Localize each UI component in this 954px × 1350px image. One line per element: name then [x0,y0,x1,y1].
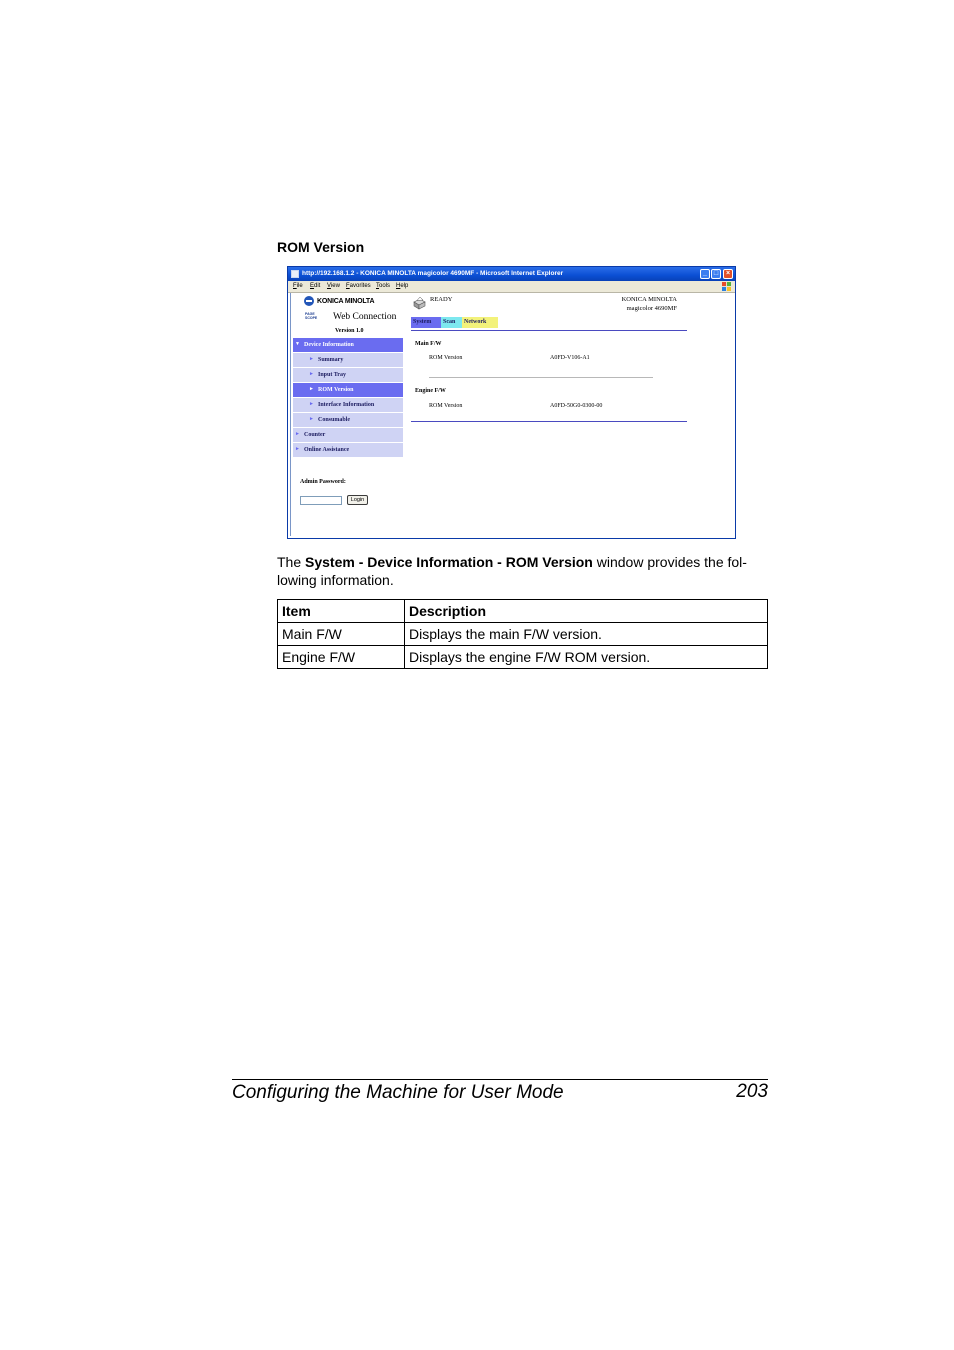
triangle-right-icon: ► [309,417,314,422]
main-fw-section-title: Main F/W [415,341,442,347]
content-bottom-divider [411,421,687,422]
sidebar-item-label: Input Tray [318,372,346,378]
table-cell: Main F/W [278,623,405,646]
tab-scan[interactable]: Scan [441,317,463,328]
main-fw-row-label: ROM Version [429,355,463,361]
footer-title: Configuring the Machine for User Mode [232,1082,564,1103]
sidebar-item-summary[interactable] [293,353,403,367]
windows-flag-icon [722,282,731,291]
tabs-divider [411,330,687,331]
intro-bold-path: System - Device Information - ROM Version [305,554,593,570]
admin-password-label: Admin Password: [300,479,346,485]
menu-help[interactable]: Help [396,283,409,289]
intro-paragraph [277,553,768,589]
menu-edit[interactable]: Edit [310,283,321,289]
engine-fw-section-title: Engine F/W [415,388,446,394]
table-cell: Displays the engine F/W ROM version. [405,646,768,669]
intro-suffix: window provides the fol-lowing information. [277,554,747,588]
menu-favorites[interactable]: Favorites [346,283,371,289]
sidebar-item-online-assistance[interactable] [293,443,403,457]
triangle-right-icon: ► [309,357,314,362]
maximize-button[interactable]: □ [711,269,721,279]
engine-fw-row-label: ROM Version [429,403,463,409]
triangle-right-icon: ► [309,372,314,377]
table-header-item: Item [278,600,405,623]
menu-file[interactable]: File [293,283,303,289]
menu-bar [288,281,735,293]
browser-window [287,266,736,539]
close-button[interactable]: × [723,269,733,279]
menu-view[interactable]: View [327,283,340,289]
section-heading: ROM Version [277,239,365,255]
page-number: 203 [736,1081,768,1102]
sidebar-item-rom-version[interactable] [293,383,403,397]
brand-name: KONICA MINOLTA [621,296,677,303]
printer-status-icon [412,296,426,310]
sidebar-item-device-information[interactable] [293,338,403,352]
login-button[interactable]: Login [347,495,368,505]
sidebar-item-interface-information[interactable] [293,398,403,412]
sidebar-item-counter[interactable] [293,428,403,442]
tab-network[interactable]: Network [462,317,498,328]
model-name: magicolor 4690MF [626,305,677,312]
triangle-right-icon: ► [309,402,314,407]
window-title: http://192.168.1.2 - KONICA MINOLTA magicolor 4690MF - Microsoft Internet Explorer [302,270,564,277]
konica-minolta-logo-icon [304,296,314,306]
product-name: Web Connection [333,312,397,322]
sidebar-item-label: Consumable [318,417,351,423]
version-label: Version 1.0 [335,328,364,334]
ie-page-icon [291,270,299,278]
sidebar-item-label: Interface Information [318,402,375,408]
minimize-button[interactable]: _ [700,269,710,279]
triangle-right-icon: ► [295,447,300,452]
page-viewport [290,293,733,536]
sidebar-nav [293,338,403,458]
table-row [278,646,768,669]
sidebar-item-label: Device Information [304,342,354,348]
table-cell: Engine F/W [278,646,405,669]
sidebar-item-consumable[interactable] [293,413,403,427]
table-row [278,623,768,646]
triangle-down-icon: ▼ [295,342,300,347]
title-bar[interactable] [288,267,735,281]
intro-prefix: The [277,554,306,570]
pagescope-logo: PAGE SCOPE [305,312,318,320]
menu-tools[interactable]: Tools [376,283,391,289]
brand-logo-text: KONICA MINOLTA [317,297,375,305]
admin-password-field[interactable] [300,496,342,505]
triangle-right-icon: ► [309,387,314,392]
sidebar-item-input-tray[interactable] [293,368,403,382]
triangle-right-icon: ► [295,432,300,437]
sidebar-item-label: Counter [304,432,326,438]
sidebar-item-label: Online Assistance [304,447,350,453]
konica-minolta-logo [304,296,374,306]
tab-system[interactable]: System [411,317,442,328]
table-header-description: Description [405,600,768,623]
info-table [277,599,768,669]
sidebar-item-label: Summary [318,357,344,363]
footer-rule [232,1079,768,1080]
sidebar-item-label: ROM Version [318,387,354,393]
main-fw-row-value: A0FD-V106-A1 [550,355,590,361]
engine-fw-row-value: A0FD-50G0-0300-00 [550,403,603,409]
device-status: READY [430,296,453,303]
table-header-row [278,600,768,623]
section-divider [429,377,653,378]
table-cell: Displays the main F/W version. [405,623,768,646]
